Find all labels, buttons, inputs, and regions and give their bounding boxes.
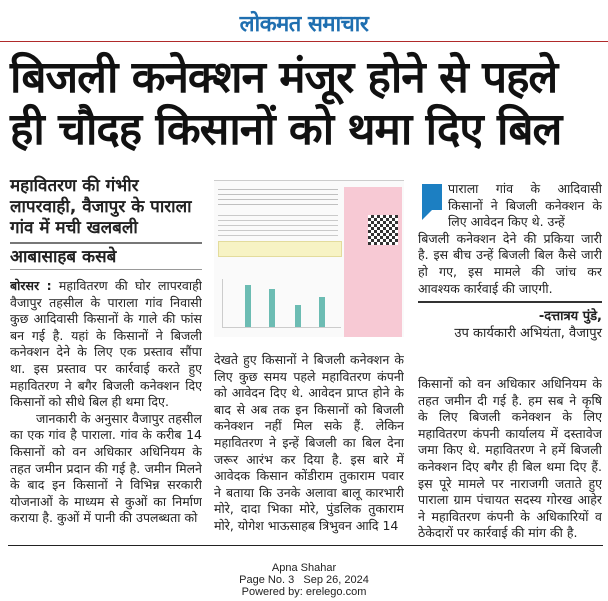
- text-line: हो गए, इस मामले की जांच कर: [418, 263, 602, 279]
- text-line: किसानों ने बिजली कनेक्शन के: [448, 197, 602, 213]
- right-column-text: [418, 376, 602, 542]
- text-line: कनेक्शन नहीं मिल सके हैं. लेकिन: [214, 418, 404, 434]
- middle-column-text: [214, 352, 404, 535]
- subheadline-line: लापरवाही, वैजापुर के पाराला: [10, 197, 192, 217]
- text-line: पाराला गांव के आदिवासी: [448, 181, 602, 196]
- text-line: जमा किए थे. महावितरण ने हमें बिजली: [418, 442, 602, 458]
- text-line: का एक गांव है पाराला. गांव के करीब 14: [10, 427, 202, 443]
- text-line: महावितरण ने इन्हें बिजली का बिल देना: [214, 434, 404, 450]
- text-line: कनेक्शन दिए बगैर ही बिल थमा दिए हैं.: [418, 458, 602, 474]
- divider: [10, 242, 202, 244]
- chart-bar: [295, 305, 301, 327]
- byline: आबासाहब कसबे: [10, 247, 117, 267]
- text-line: महावितरण कंपनी कार्यालय में दस्तावेज: [418, 425, 602, 441]
- bill-amount-panel: [344, 187, 402, 337]
- quote-attribution: [418, 308, 602, 342]
- headline-line: बिजली कनेक्शन मंजूर होने से पहले: [10, 52, 558, 103]
- text-line: इस पूरे मामले पर नाराजगी जताते हुए: [418, 475, 602, 491]
- divider: [418, 301, 602, 303]
- quote-text: [418, 181, 602, 297]
- dateline: बोरसर :: [10, 278, 52, 293]
- text-line: महावितरण की घोर लापरवाही: [51, 278, 202, 293]
- divider: [10, 269, 202, 270]
- text-line: किसानों को सीधे बिल ही थमा दिए.: [10, 394, 169, 410]
- footer: [0, 562, 608, 598]
- subheadline-line: महावितरण की गंभीर: [10, 176, 139, 196]
- bill-details-text: [218, 215, 338, 237]
- text-line: आवश्यक कार्रवाई की जाएगी.: [418, 280, 553, 296]
- bottom-rule: [8, 545, 603, 546]
- chart-bar: [245, 285, 251, 327]
- bill-consumption-chart: [222, 279, 341, 328]
- quote-designation: उप कार्यकारी अभियंता, वैजापुर: [454, 326, 602, 341]
- text-line: किसानों को वन अधिकार अधिनियम के: [10, 443, 202, 459]
- text-line: मोरे, योगेश भाऊसाहब त्रिभुवन आदि 14: [214, 517, 399, 533]
- subheadline-line: गांव में मची खलबली: [10, 218, 138, 238]
- text-line: तहत जमीन प्रदान की गई है. जमीन मिलने: [10, 460, 202, 476]
- text-line: ठेकेदारों पर कार्रवाई की मांग की है.: [418, 525, 578, 541]
- text-line: जरूर आरंभ कर दिया है. इस बारे में: [214, 451, 404, 467]
- text-line: किसानों को वन अधिकार अधिनियम के: [418, 376, 602, 391]
- text-line: योजनाओं के माध्यम से कुओं का निर्माण: [10, 493, 202, 509]
- text-line: ने बताया कि उनके अलावा बालू कारभारी: [214, 484, 404, 500]
- masthead-logo: लोकमत समाचार: [239, 12, 369, 37]
- text-line: पाराला ग्राम पंचायत सदस्य गोरख आहेर: [418, 492, 602, 508]
- text-line: महावितरण ने बगैर बिजली कनेक्शन दिए: [10, 377, 202, 393]
- bill-reading-table: [218, 241, 342, 257]
- left-column-text: [10, 278, 202, 527]
- text-line: कनेक्शन देने के लिए एक प्रस्ताव सौंपा: [10, 344, 202, 360]
- electricity-bill-image: [214, 180, 404, 337]
- footer-section: Apna Shahar: [271, 562, 337, 574]
- footer-page: Page No. 3: [239, 574, 295, 586]
- text-line: कराया है. कुओं में पानी की उपलब्धता को: [10, 510, 198, 526]
- footer-date: Sep 26, 2024: [303, 574, 369, 586]
- text-line: मोरे, दादा भिका मोरे, पुंडलिक तुकाराम: [214, 501, 404, 517]
- subheadline: [10, 176, 205, 239]
- text-line: लिए कुछ समय पहले महावितरण कंपनी: [214, 368, 404, 384]
- text-line: को आवेदन दिए थे. आवेदन प्राप्त होने के: [214, 385, 404, 401]
- text-line: ने महावितरण कंपनी के अधिकारियों व: [418, 508, 602, 524]
- text-line: है. इस बीच उन्हें बिजली बिल कैसे जारी: [418, 247, 602, 263]
- quote-author: -दत्तात्रय पुंडे,: [538, 309, 602, 324]
- headline: [10, 52, 605, 156]
- footer-powered-by: Powered by: erelego.com: [241, 586, 367, 598]
- text-line: लिए आवेदन किए थे. उन्हें: [448, 214, 565, 230]
- text-line: बन गई है. यहां के किसानों ने बिजली: [10, 327, 202, 343]
- text-line: के लिए बिजली कनेक्शन के लिए: [418, 409, 602, 425]
- text-line: बिजली कनेक्शन देने की प्रकिया जारी: [418, 230, 602, 246]
- text-line: तहत जमीन दी गई है. हम सब ने कृषि: [418, 392, 602, 408]
- text-line: देखते हुए किसानों ने बिजली कनेक्शन के: [214, 352, 404, 367]
- masthead-rule: [0, 41, 608, 42]
- chart-bar: [269, 289, 275, 327]
- qr-code-icon: [368, 215, 398, 245]
- headline-line: ही चौदह किसानों को थमा दिए बिल: [10, 104, 562, 155]
- text-line: के बाद इन किसानों ने विभिन्न सरकारी: [10, 477, 202, 493]
- text-line: कुछ आदिवासी किसानों के गाले की फांस: [10, 311, 202, 327]
- bill-header-text: [218, 189, 338, 207]
- text-line: था. इस प्रस्ताव पर कार्रवाई करते हुए: [10, 360, 202, 376]
- text-line: आवेदक किसान कोंडीराम तुकाराम पवार: [214, 468, 404, 484]
- chart-bar: [319, 297, 325, 327]
- text-line: वैजापुर तहसील के पाराला गांव निवासी: [10, 294, 202, 310]
- text-line: बाद से अब तक इन किसानों को बिजली: [214, 401, 404, 417]
- text-line: जानकारी के अनुसार वैजापुर तहसील: [36, 410, 202, 426]
